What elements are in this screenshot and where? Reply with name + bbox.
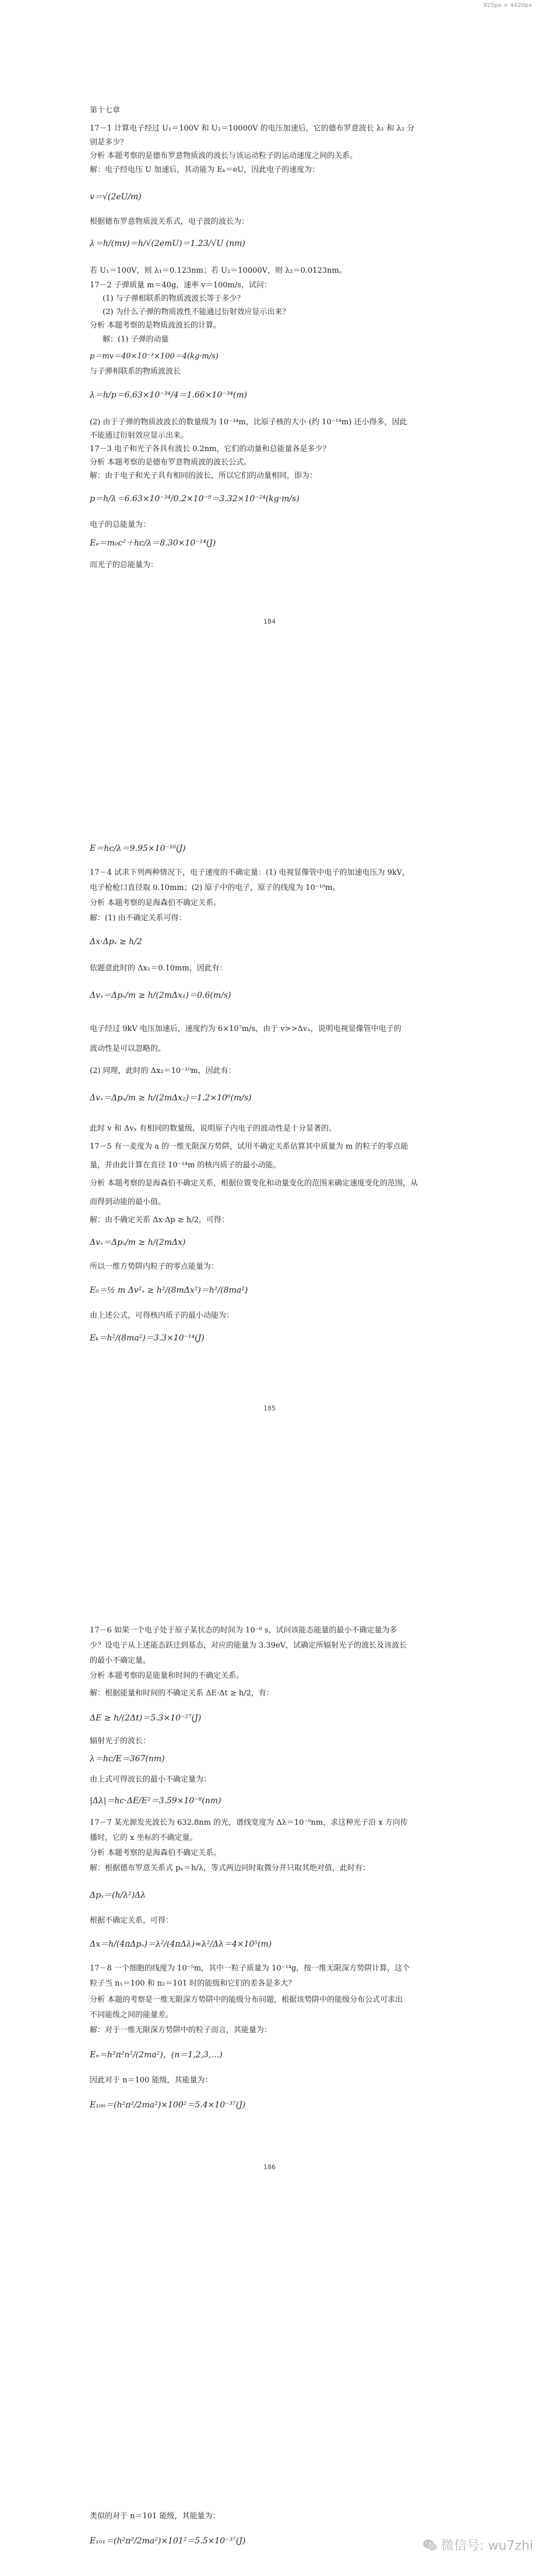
q17-5-analysis1: 分析 本题考察的是海森伯不确定关系，根据位置变化和动量变化的范围来确定速度变化的范围，从	[90, 1179, 418, 1188]
eq-delta-lambda: |Δλ|＝hc·ΔE/E²＝3.59×10⁻⁸(nm)	[90, 1796, 221, 1806]
watermark-text: 微信号: wu7zhi	[441, 2539, 533, 2553]
q17-3-analysis: 分析 本题考察的是德布罗意物质波的波长公式。	[90, 458, 252, 467]
q17-4-comment3: 此时 v 和 Δvₓ 有相同的数量级，说明原子内电子的波动性是十分显著的。	[90, 1124, 337, 1133]
eq-delta-v1: Δvₓ＝Δpₓ/m ≥ h/(2mΔx₁)＝0.6(m/s)	[90, 991, 231, 1000]
eq-delta-v2: Δvₓ＝Δpₓ/m ≥ h/(2mΔx₂)＝1.2×10⁶(m/s)	[90, 1093, 252, 1103]
q17-1-solution: 解：电子经电压 U 加速后，其动能为 Eₖ＝eU，因此电子的速度为：	[90, 166, 320, 174]
eq-E100: E₁₀₀＝(h²π²/2ma²)×100²＝5.4×10⁻³⁷(J)	[90, 2100, 246, 2110]
q17-8-comment: 因此对于 n＝100 能级，其能量为：	[90, 2076, 213, 2085]
q17-4-comment1: 电子经过 9kV 电压加速后，速度约为 6×10⁷m/s，由于 v>>Δvₓ，说明电视显像管中电子的	[90, 1025, 401, 1033]
q17-7-line2: 播时，它的 x 坐标的不确定量。	[90, 1834, 198, 1842]
eq-uncertainty: Δx·Δpₓ ≥ h/2	[90, 937, 142, 946]
q17-2-analysis: 分析 本题考察的是物质波波长的计算。	[90, 321, 221, 330]
eq-velocity: v＝√(2eU/m)	[90, 192, 142, 202]
q17-7-comment: 根据不确定关系，可得：	[90, 1916, 174, 1925]
image-info-label: 925px × 4420px	[483, 2, 532, 9]
q17-4-line2: 电子枪枪口直径取 0.10mm；(2) 原子中的电子，原子的线度为 10⁻¹⁰m。	[90, 884, 340, 892]
page-number-186: 186	[263, 2163, 276, 2171]
q17-3-solution: 解：由于电子和光子具有相同的波长，所以它们的动量相同，即为：	[90, 471, 318, 480]
q17-5-line2: 量，并由此计算在直径 10⁻¹⁴m 的核内质子的最小动能。	[90, 1161, 281, 1170]
q17-4-comment2: 波动性是可以忽略的。	[90, 1044, 166, 1053]
q17-7-solution: 解：根据德布罗意关系式 pₓ＝h/λ，等式两边同时取微分并只取其绝对值，此时有：	[90, 1864, 370, 1873]
eq-momentum-3: p＝h/λ＝6.63×10⁻³⁴/0.2×10⁻⁹＝3.32×10⁻²⁴(kg·m/s)	[90, 494, 300, 504]
eq-delta-v5: Δvₓ＝Δpₓ/m ≥ h/(2mΔx)	[90, 1238, 186, 1247]
eq-delta-E: ΔE ≥ h/(2Δt)＝5.3×10⁻²⁷(J)	[90, 1713, 202, 1723]
q17-1-result: 若 U₁＝100V，则 λ₁＝0.123nm；若 U₂＝10000V，则 λ₂＝0.0123nm。	[90, 266, 347, 275]
q17-8-analysis2: 不同能级之间的能量差。	[90, 2011, 174, 2019]
q17-5-solution: 解：由不确定关系 Δx·Δp ≥ h/2，可得：	[90, 1216, 229, 1224]
eq-E101: E₁₀₁＝(h²π²/2ma²)×101²＝5.5×10⁻³⁷(J)	[90, 2536, 246, 2546]
eq-lambda-bullet: λ＝h/p＝6.63×10⁻³⁴/4＝1.66×10⁻³⁴(m)	[90, 390, 248, 400]
q17-6-comment: 由上式可得波长的最小不确定量为：	[90, 1775, 212, 1784]
wechat-icon	[422, 2539, 438, 2552]
q17-2-question: 17－2 子弹质量 m＝40g，速率 v＝100m/s，试问：	[90, 281, 272, 290]
q17-7-analysis: 分析 本题考察的是海森伯不确定关系。	[90, 1849, 221, 1857]
eq-delta-x: Δx＝h/(4πΔpₓ)＝λ²/(4πΔλ)≈λ²/Δλ＝4×10⁵(m)	[90, 1940, 272, 1949]
eq-photon-energy: E＝hc/λ＝9.95×10⁻¹⁶(J)	[90, 844, 186, 853]
q17-4-solution2: (2) 同理，此时的 Δx₂＝10⁻¹⁰m，因此有：	[90, 1067, 236, 1075]
eq-momentum: p＝mv＝40×10⁻³×100＝4(kg·m/s)	[90, 352, 219, 361]
q17-7-line1: 17－7 某光源发光波长为 632.8nm 的光，谱线宽度为 Δλ＝10⁻⁹nm，求这种光子沿 x 方向传	[90, 1818, 408, 1827]
q17-4-line1: 17－4 试求下列两种情况下，电子速度的不确定量：(1) 电视显像管中电子的加速电压为 9kV，	[90, 868, 410, 877]
q17-6-analysis: 分析 本题考察的是能量和时间的不确定关系。	[90, 1671, 244, 1680]
q17-8-solution: 解：对于一维无限深方势阱中的粒子而言，其能量为：	[90, 2026, 272, 2035]
debroglie-intro: 根据德布罗意物质波关系式，电子波的波长为：	[90, 217, 249, 226]
photon-energy-intro: 而光子的总能量为：	[90, 561, 158, 569]
q17-3-question: 17－3 电子和光子各具有波长 0.2nm，它们的动量和总能量各是多少？	[90, 445, 330, 453]
eq-electron-energy: Eₑ＝m₀c²＋hc/λ＝8.30×10⁻¹⁴(J)	[90, 539, 216, 548]
q17-8-analysis1: 分析 本题的考察是一维无限深方势阱中的能级分布问题，根据该势阱中的能级分布公式可求出	[90, 1996, 403, 2004]
q17-1-line1: 17－1 计算电子经过 U₁＝100V 和 U₂＝10000V 的电压加速后，它的德布罗意波长 λ₁ 和 λ₂ 分	[90, 124, 415, 133]
q17-5-comment: 所以一维方势阱内粒子的零点能量为：	[90, 1262, 219, 1271]
q17-8-line1: 17－8 一个细胞的线度为 10⁻⁵m，其中一粒子质量为 10⁻¹⁴g，按一维无限深方势阱计算，这个	[90, 1964, 410, 1973]
q17-2-part2: (2) 为什么子弹的物质波性不能通过衍射效应显示出来？	[103, 308, 290, 316]
q17-4-solution: 解：(1) 由不确定关系可得：	[90, 914, 186, 923]
eq-min-kinetic: Eₖ＝h²/(8ma²)＝3.3×10⁻¹⁴(J)	[90, 1333, 205, 1343]
q17-2-solution: 解：(1) 子弹的动量	[103, 335, 169, 344]
q17-5-analysis2: 而得到动能的最小值。	[90, 1198, 166, 1206]
q17-6-line2: 少？设电子从上述能态跃迁到基态，对应的能量为 3.39eV，试确定所辐射光子的波长及该波长	[90, 1641, 407, 1650]
q17-6-line3: 的最小不确定量。	[90, 1656, 151, 1665]
q17-4-delta-x1: 依题意此时的 Δx₁＝0.10mm，因此有：	[90, 964, 227, 973]
wechat-watermark	[422, 2536, 533, 2554]
page-number-185: 185	[263, 1405, 276, 1412]
q17-2-part1: (1) 与子弹相联系的物质波波长等于多少？	[103, 294, 245, 303]
eq-delta-px: Δpₓ＝(h/λ²)Δλ	[90, 1891, 146, 1900]
eq-zero-point-energy: E₀＝½ m Δv²ₓ ≥ h²/(8mΔx²)＝h²/(8ma²)	[90, 1286, 248, 1295]
q17-8-line2: 粒子当 n₁＝100 和 n₂＝101 时的能级和它们的差各是多大？	[90, 1979, 296, 1988]
page-number-184: 184	[263, 618, 276, 625]
q17-6-wavelength-label: 辐射光子的波长：	[90, 1737, 151, 1746]
eq-energy-levels: Eₙ＝h²π²n²/(2ma²)，(n＝1,2,3,…)	[90, 2050, 223, 2060]
q17-6-line1: 17－6 如果一个电子处于原子某状态的时间为 10⁻⁸ s，试问该能态能量的最小不确定量为多	[90, 1626, 397, 1635]
q17-2-answer2-line1: (2) 由于子弹的物质波波长的数量级为 10⁻³⁴m，比原子核的大小 (约 10⁻¹⁴m) 还小得多，因此	[90, 418, 407, 427]
q17-6-solution: 解：根据能量和时间的不确定关系 ΔE·Δt ≥ h/2，有：	[90, 1689, 274, 1698]
q17-5-derive: 由上述公式，可得核内质子的最小动能为：	[90, 1311, 234, 1320]
q17-8-n101-intro: 类似的对于 n＝101 能级，其能量为：	[90, 2512, 220, 2521]
q17-4-analysis: 分析 本题考察的是海森伯不确定关系。	[90, 899, 221, 907]
q17-1-analysis: 分析 本题考察的是德布罗意物质波的波长与该运动粒子的运动速度之间的关系。	[90, 152, 358, 160]
lambda-intro: 与子弹相联系的物质波波长	[90, 367, 181, 376]
eq-lambda-6: λ＝hc/E＝367(nm)	[90, 1754, 165, 1764]
q17-2-answer2-line2: 不能通过衍射效应显示出来。	[90, 431, 189, 440]
chapter-title: 第十七章	[90, 106, 121, 115]
q17-1-line2: 别是多少？	[90, 138, 128, 147]
eq-lambda: λ＝h/(mv)＝h/√(2emU)＝1.23/√U (nm)	[90, 239, 245, 248]
electron-energy-intro: 电子的总能量为：	[90, 520, 151, 529]
q17-5-line1: 17－5 有一麦度为 a 的一维无限深方势阱，试用不确定关系估算其中质量为 m 的粒子的零点能	[90, 1142, 408, 1151]
